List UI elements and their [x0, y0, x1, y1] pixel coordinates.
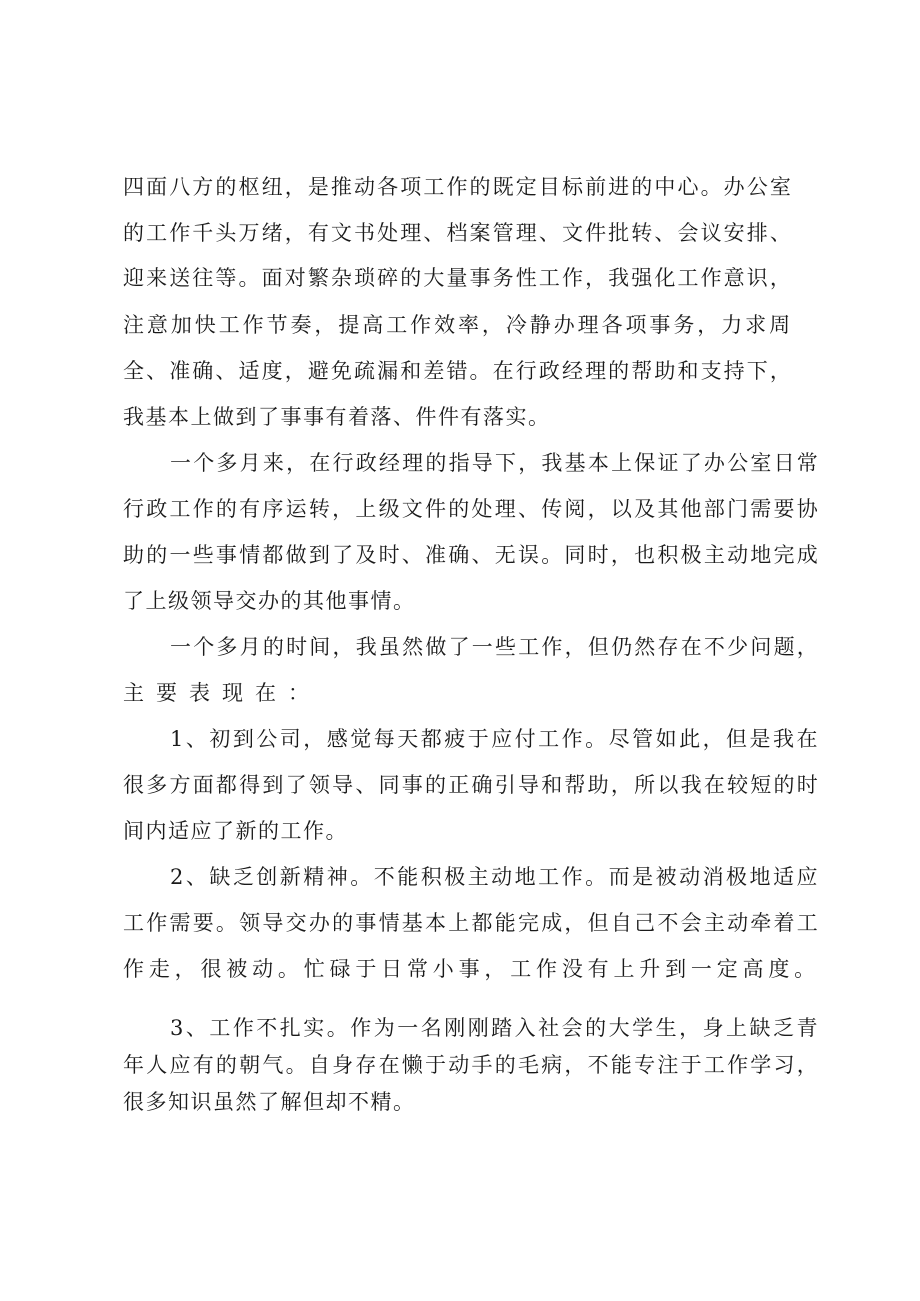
text-line: 1、初到公司，感觉每天都疲于应付工作。尽管如此，但是我在 — [170, 727, 820, 751]
text-line: 主要表现在： — [123, 681, 321, 705]
text-line: 很多知识虽然了解但却不精。 — [123, 1090, 416, 1114]
text-line: 作走，很被动。忙碌于日常小事，工作没有上升到一定高度。 — [123, 957, 820, 981]
text-line: 工作需要。领导交办的事情基本上都能完成，但自己不会主动牵着工 — [123, 911, 820, 935]
text-line: 迎来送往等。面对繁杂琐碎的大量事务性工作，我强化工作意识， — [123, 266, 793, 290]
text-line: 我基本上做到了事事有着落、件件有落实。 — [123, 405, 551, 429]
text-line: 注意加快工作节奏，提高工作效率，冷静办理各项事务，力求周 — [123, 313, 793, 337]
text-line: 年人应有的朝气。自身存在懒于动手的毛病，不能专注于工作学习， — [123, 1053, 820, 1077]
text-line: 2、缺乏创新精神。不能积极主动地工作。而是被动消极地适应 — [170, 865, 820, 889]
text-line: 了上级领导交办的其他事情。 — [123, 589, 416, 613]
text-line: 助的一些事情都做到了及时、准确、无误。同时，也积极主动地完成 — [123, 543, 820, 567]
text-line: 很多方面都得到了领导、同事的正确引导和帮助，所以我在较短的时 — [123, 773, 820, 797]
text-line: 全、准确、适度，避免疏漏和差错。在行政经理的帮助和支持下， — [123, 359, 793, 383]
text-line: 3、工作不扎实。作为一名刚刚踏入社会的大学生，身上缺乏青 — [170, 1016, 820, 1040]
text-line: 间内适应了新的工作。 — [123, 819, 348, 843]
text-line: 四面八方的枢纽，是推动各项工作的既定目标前进的中心。办公室 — [123, 175, 793, 199]
text-line: 一个多月来，在行政经理的指导下，我基本上保证了办公室日常 — [170, 451, 820, 475]
text-line: 的工作千头万绪，有文书处理、档案管理、文件批转、会议安排、 — [123, 221, 793, 245]
text-line: 一个多月的时间，我虽然做了一些工作，但仍然存在不少问题， — [170, 635, 820, 659]
text-line: 行政工作的有序运转，上级文件的处理、传阅，以及其他部门需要协 — [123, 497, 820, 521]
